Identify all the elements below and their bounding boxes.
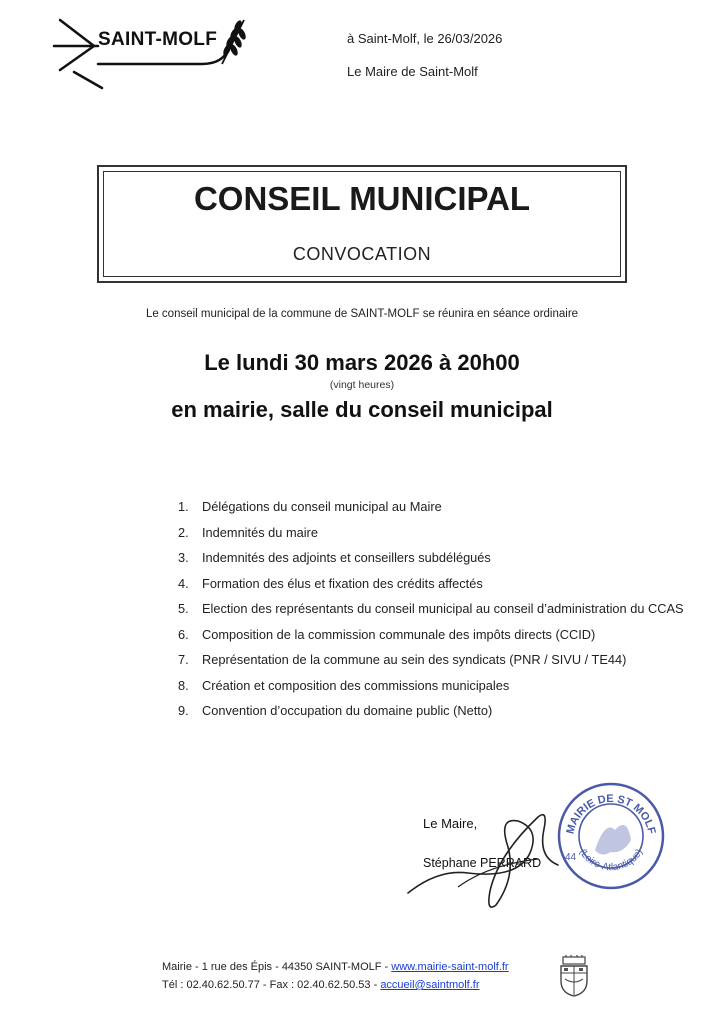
signatory-title: Le Maire, [423,816,478,831]
agenda-text: Création et composition des commissions municipales [202,677,510,693]
agenda-item [178,703,684,729]
agenda-text: Formation des élus et fixation des crédits affectés [202,575,483,591]
meeting-time-words: (vingt heures) [329,379,395,391]
agenda-text: Indemnités des adjoints et conseillers subdélégués [202,550,491,565]
agenda-item [178,525,684,551]
agenda-number: 1. [178,499,189,514]
agenda-item [178,627,684,653]
agenda-number: 4. [178,575,189,591]
website-link[interactable]: www.mairie-saint-molf.fr [391,961,509,973]
handwritten-signature [398,795,568,915]
agenda-text: Convention d’occupation du domaine public (Netto) [202,703,493,718]
stamp-top-text: MAIRIE DE ST MOLF [564,792,658,836]
agenda-number: 7. [178,652,189,667]
mairie-stamp [555,780,667,892]
agenda-item [178,499,684,525]
agenda-item [178,601,684,627]
saint-molf-logo [52,12,262,92]
agenda-item [178,576,684,602]
logo-text: SAINT-MOLF [98,29,218,50]
author-line: Le Maire de Saint-Molf [347,64,478,79]
agenda-number: 9. [178,703,189,718]
agenda-number: 5. [178,601,189,616]
agenda-text: Composition de la commission communale des impôts directs (CCID) [202,626,596,642]
stamp-bottom-text: (Loire-Atlantique) [576,847,646,874]
footer-contact-line [162,979,480,991]
agenda-item [178,652,684,678]
document-subtitle: CONVOCATION [292,244,432,264]
agenda-number: 3. [178,550,189,565]
agenda-list [178,499,684,729]
email-link[interactable]: accueil@saintmolf.fr [380,979,480,991]
agenda-number: 8. [178,677,189,693]
agenda-number: 2. [178,524,189,540]
meeting-date: Le lundi 30 mars 2026 à 20h00 [204,350,520,375]
town-crest-icon [557,955,591,997]
agenda-text: Représentation de la commune au sein des syndicats (PNR / SIVU / TE44) [202,652,627,667]
agenda-text: Délégations du conseil municipal au Maire [202,499,442,514]
footer-address-line [162,961,509,973]
agenda-number: 6. [178,626,189,642]
footer-address: Mairie - 1 rue des Épis - 44350 SAINT-MOLF - [162,961,392,973]
meeting-intro: Le conseil municipal de la commune de SAINT-MOLF se réunira en séance ordinaire [145,308,579,320]
signatory-name: Stéphane PERRARD [423,856,542,870]
place-date: à Saint-Molf, le 26/03/2026 [347,31,503,46]
meeting-place: en mairie, salle du conseil municipal [171,397,553,422]
agenda-item [178,550,684,576]
agenda-text: Indemnités du maire [202,524,318,540]
footer-phone: Tél : 02.40.62.50.77 - Fax : 02.40.62.50.53 - [162,979,381,991]
document-title: CONSEIL MUNICIPAL [193,180,531,217]
agenda-item [178,678,684,704]
stamp-number: 44 [565,852,577,863]
agenda-text: Election des représentants du conseil municipal au conseil d’administration du CCAS [202,601,684,616]
